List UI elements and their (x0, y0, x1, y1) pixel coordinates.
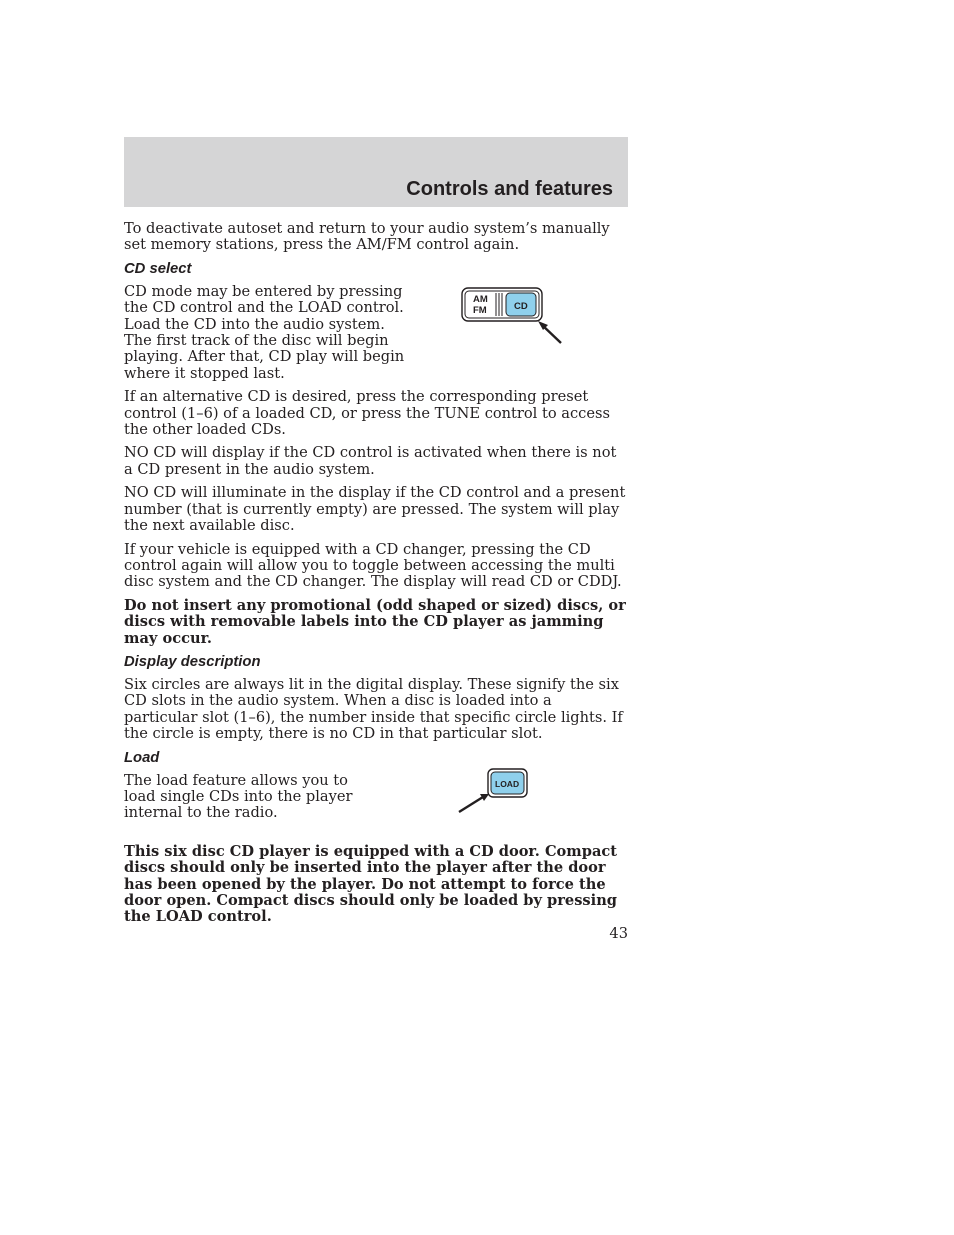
cd-select-paragraph-5: If your vehicle is equipped with a CD changer, pressing the CD control again will allow you to toggle between accessing the multi disc system and the CD changer. The display will read CD or CDDJ. (124, 540, 622, 591)
page-content (124, 221, 628, 933)
cd-select-heading: CD select (124, 260, 192, 277)
load-heading: Load (124, 749, 160, 766)
load-row (124, 773, 628, 822)
display-description-paragraph: Six circles are always lit in the digital display. These signify the six CD slots in the audio system. When a disc is loaded into a particular slot (1–6), the number inside that specific circle lights. If the circle is empty, there is no CD in that particular slot. (124, 675, 623, 743)
amfm-cd-control-illustration (460, 286, 570, 352)
load-label: LOAD (495, 778, 520, 789)
am-label: AM (473, 293, 488, 305)
fm-label: FM (473, 304, 487, 316)
load-control-diagram (456, 767, 536, 817)
section-header-band (124, 137, 628, 207)
cd-label: CD (514, 300, 528, 312)
load-paragraph: The load feature allows you to load single CDs into the player internal to the radio. (124, 771, 353, 822)
cd-select-paragraph-4: NO CD will illuminate in the display if the CD control and a present number (that is currently empty) are pressed. The system will play the next available disc. (124, 484, 626, 535)
section-title: Controls and features (406, 178, 613, 200)
load-warning: This six disc CD player is equipped with a CD door. Compact discs should only be inserted into the player after the door has been opened by the player. Do not attempt to force the door open. Compact discs should only be loaded by pressing the LOAD control. (124, 842, 618, 926)
cd-select-row (124, 284, 628, 382)
cd-select-paragraph-2: If an alternative CD is desired, press the corresponding preset control (1–6) of a loaded CD, or press the TUNE control to access the other loaded CDs. (124, 388, 610, 439)
cd-select-warning: Do not insert any promotional (odd shaped or sized) discs, or discs with removable labels into the CD player as jamming may occur. (124, 596, 626, 647)
load-control-illustration (456, 767, 536, 821)
cd-select-paragraph-1: CD mode may be entered by pressing the CD control and the LOAD control. Load the CD into the audio system. The first track of the disc will begin playing. After that, CD play will begin where it stopped last. (124, 282, 405, 382)
intro-paragraph: To deactivate autoset and return to your audio system’s manually set memory stations, press the AM/FM control again. (124, 220, 610, 254)
display-description-heading: Display description (124, 653, 261, 670)
pointer-arrow-line (459, 797, 483, 812)
cd-select-paragraph-3: NO CD will display if the CD control is activated when there is not a CD present in the audio system. (124, 444, 617, 478)
amfm-cd-control-diagram (460, 286, 570, 348)
page-number: 43 (609, 925, 628, 942)
